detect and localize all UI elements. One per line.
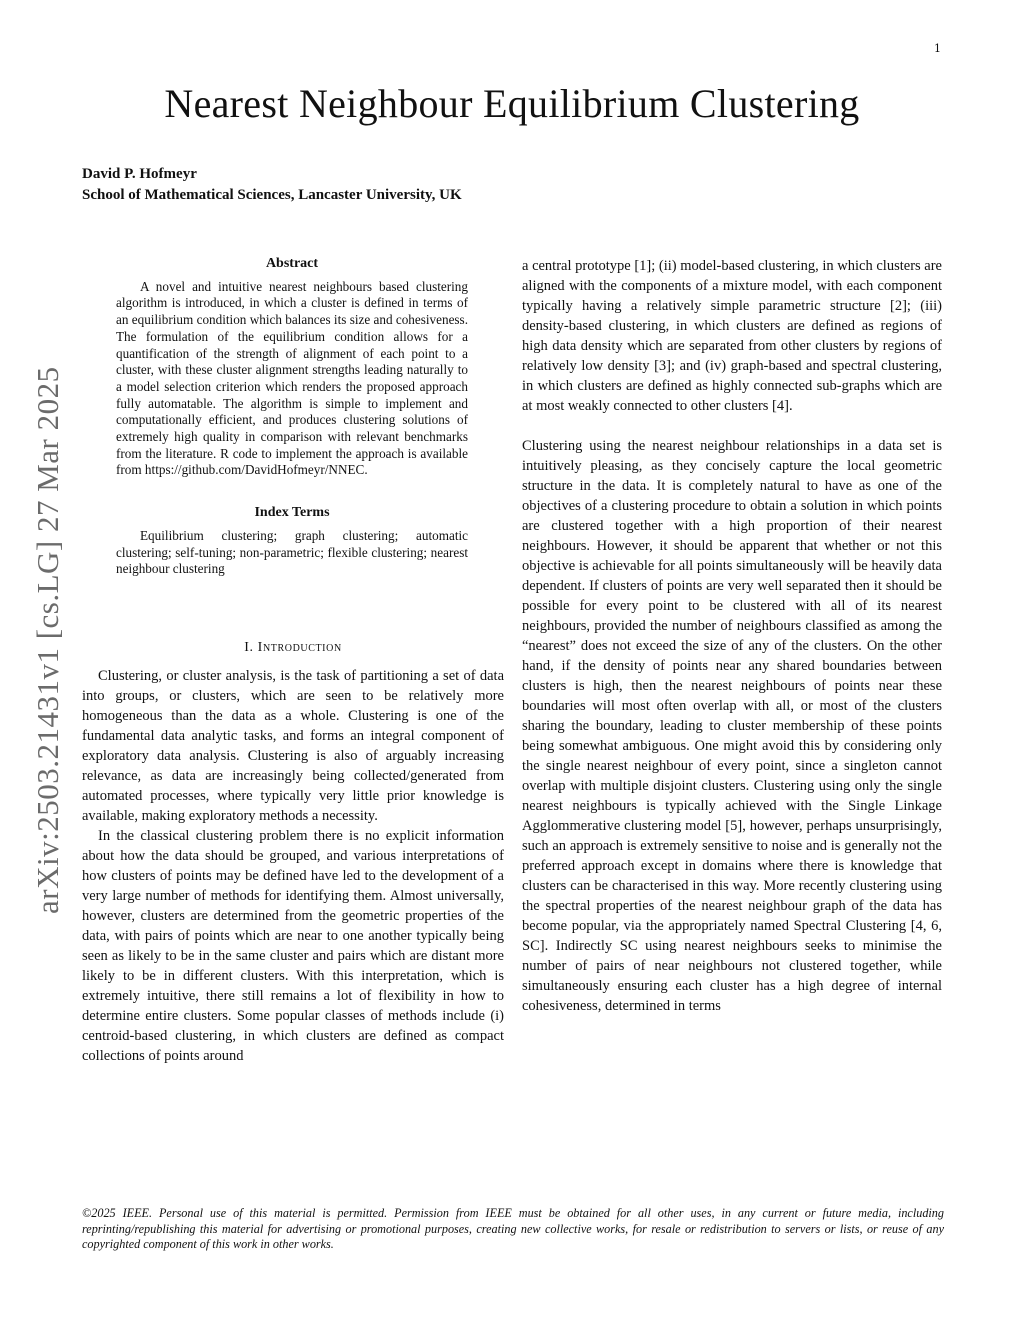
intro-paragraph-2: In the classical clustering problem there is no explicit information about how the data should be grouped, and various interpretations of how clusters of points may be defined have led to the development of a very large number of methods for identifying them. Almost universally, however, clusters are determined from the geometric properties of the data, with pairs of points which are near to one another typically being seen as likely to be in the same cluster and pairs which are distant more likely to be in different clusters. With this interpretation, which is extremely intuitive, there still remains a lot of flexibility in how to determine entire clusters. Some popular classes of methods include (i) centroid-based clustering, in which clusters are defined as compact collections of points around bbox=[82, 827, 504, 1064]
abstract-heading: Abstract bbox=[265, 256, 319, 271]
arxiv-identifier-stamp: arXiv:2503.21431v1 [cs.LG] 27 Mar 2025 bbox=[30, 366, 65, 914]
right-column bbox=[522, 256, 942, 1016]
abstract-section bbox=[116, 256, 468, 479]
index-terms-text: Equilibrium clustering; graph clustering; automatic clustering; self-tuning; non-parametric; flexible clustering; nearest neighbour clustering bbox=[116, 527, 468, 577]
left-column bbox=[82, 256, 504, 1066]
abstract-text: A novel and intuitive nearest neighbours based clustering algorithm is introduced, in which a cluster is defined in terms of an equilibrium condition which balances its size and cohesiveness. The formulation of the equilibrium condition allows for a quantification of the strength of alignment of each point to a cluster, with these cluster alignment strengths leading naturally to a model selection criterion which renders the proposed approach fully automatable. The algorithm is simple to implement and computationally efficient, and produces clustering solutions of extremely high quality in comparison with relevant benchmarks from the literature. R code to implement the approach is available from https://github.com/DavidHofmeyr/NNEC. bbox=[116, 278, 468, 478]
paper-title: Nearest Neighbour Equilibrium Clustering bbox=[164, 81, 860, 126]
intro-paragraph-3: Clustering using the nearest neighbour relationships in a data set is intuitively pleasing, as they concisely capture the local geometric structure in the data. It is completely natural to have as one of the objectives of a clustering procedure to obtain a solution in which points are clustered together with a high proportion of their nearest neighbours. However, it should be apparent that whether or not this objective is achievable for all points simultaneously will be heavily data dependent. If clusters of points are very well separated then it should be possible for every point to be clustered with all of its nearest neighbours, provided the number of neighbours classified as among the “nearest” does not exceed the size of any of the clusters. On the other hand, if the density of points near any shared boundaries between clusters is high, then the nearest neighbours of points near these boundaries will most often overlap with all, or most of the clusters sharing the boundary, leading to cluster membership of these points being somewhat ambiguous. One might avoid this by considering only the single nearest neighbour of every point, since a singleton cannot overlap with multiple disjoint clusters. Clustering using only the single nearest neighbours is typically achieved with the Single Linkage Agglommerative clustering model [5], however, perhaps unsurprisingly, such an approach is extremely sensitive to noise and is generally not the preferred approach except in domains where there is knowledge that clusters can be characterised in this way. More recently clustering using the spectral properties of the nearest neighbour graph of the data has become popular, via the appropriately named Spectral Clustering [4, 6, SC]. Indirectly SC using nearest neighbours seeks to minimise the number of pairs of near neighbours not clustered together, while simultaneously ensuring each cluster has a high degree of internal cohesiveness, determined in terms bbox=[522, 438, 942, 1014]
author-block bbox=[82, 164, 462, 206]
author-affiliation: School of Mathematical Sciences, Lancaster University, UK bbox=[82, 187, 462, 203]
author-name: David P. Hofmeyr bbox=[82, 166, 197, 182]
index-terms-section bbox=[116, 505, 468, 578]
index-terms-heading: Index Terms bbox=[254, 505, 330, 521]
copyright-notice: ©2025 IEEE. Personal use of this material is permitted. Permission from IEEE must be obtained for all other uses, in any current or future media, including reprinting/republishing this material for advertising or promotional purposes, creating new collective works, for resale or redistribution to servers or lists, or reuse of any copyrighted component of this work in other works. bbox=[82, 1206, 944, 1251]
intro-paragraph-1: Clustering, or cluster analysis, is the task of partitioning a set of data into groups, or clusters, which are seen to be relatively more homogeneous than the data as a whole. Clustering is one of the fundamental data analytic tasks, and forms an integral component of exploratory data analysis. Clustering is also of arguably increasing relevance, as data are increasingly being collected/generated from automated processes, where typically very little prior knowledge is available, making exploratory methods a necessity. bbox=[82, 667, 504, 824]
intro-paragraph-2-continued: a central prototype [1]; (ii) model-based clustering, in which clusters are aligned with the components of a mixture model, with each component typically having a relatively simple parametric structure [2]; (iii) density-based clustering, in which clusters are defined as regions of high data density which are separated from other clusters by regions of relatively low density [3]; and (iv) graph-based and spectral clustering, in which clusters are defined as highly connected sub-graphs which are at most weakly connected to other clusters [4]. bbox=[522, 258, 942, 414]
introduction-heading: I. Introduction bbox=[244, 639, 342, 655]
page-number: 1 bbox=[934, 42, 941, 55]
